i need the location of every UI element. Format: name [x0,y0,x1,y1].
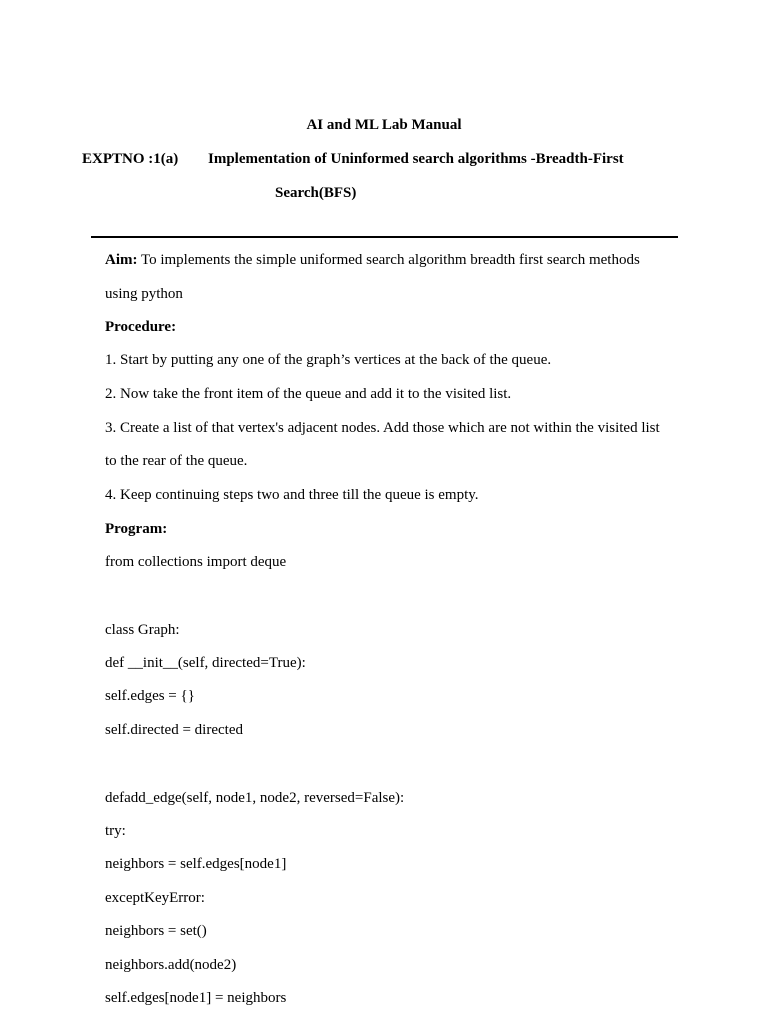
experiment-number: EXPTNO :1(a) [82,151,179,167]
code-line: defadd_edge(self, node1, node2, reversed=False): [105,790,405,806]
code-line: self.edges = {} [105,688,195,704]
experiment-heading-line1: Implementation of Uninformed search algorithms -Breadth-First [208,151,624,167]
program-label: Program: [105,521,168,537]
procedure-label: Procedure: [105,319,177,335]
procedure-step: 3. Create a list of that vertex's adjacent nodes. Add those which are not within the visited list [105,420,660,436]
code-line: self.directed = directed [105,722,243,738]
aim-text-continued: using python [105,286,183,302]
aim-label: Aim: [105,252,138,268]
procedure-step: 2. Now take the front item of the queue and add it to the visited list. [105,386,512,402]
aim-text: To implements the simple uniformed search algorithm breadth first search methods [137,252,640,268]
procedure-step: 1. Start by putting any one of the graph’s vertices at the back of the queue. [105,352,552,368]
code-line: exceptKeyError: [105,890,205,906]
code-line: def __init__(self, directed=True): [105,655,306,671]
procedure-step: 4. Keep continuing steps two and three till the queue is empty. [105,487,479,503]
code-line: from collections import deque [105,554,287,570]
code-line: try: [105,823,126,839]
code-line: neighbors = set() [105,923,207,939]
code-line: neighbors.add(node2) [105,957,237,973]
experiment-heading-line2: Search(BFS) [275,185,357,201]
code-line: class Graph: [105,622,180,638]
procedure-step: to the rear of the queue. [105,453,248,469]
code-line: neighbors = self.edges[node1] [105,856,287,872]
aim-paragraph [105,251,640,269]
document-title: AI and ML Lab Manual [306,117,462,133]
header-divider [91,236,678,238]
code-line: self.edges[node1] = neighbors [105,990,287,1006]
